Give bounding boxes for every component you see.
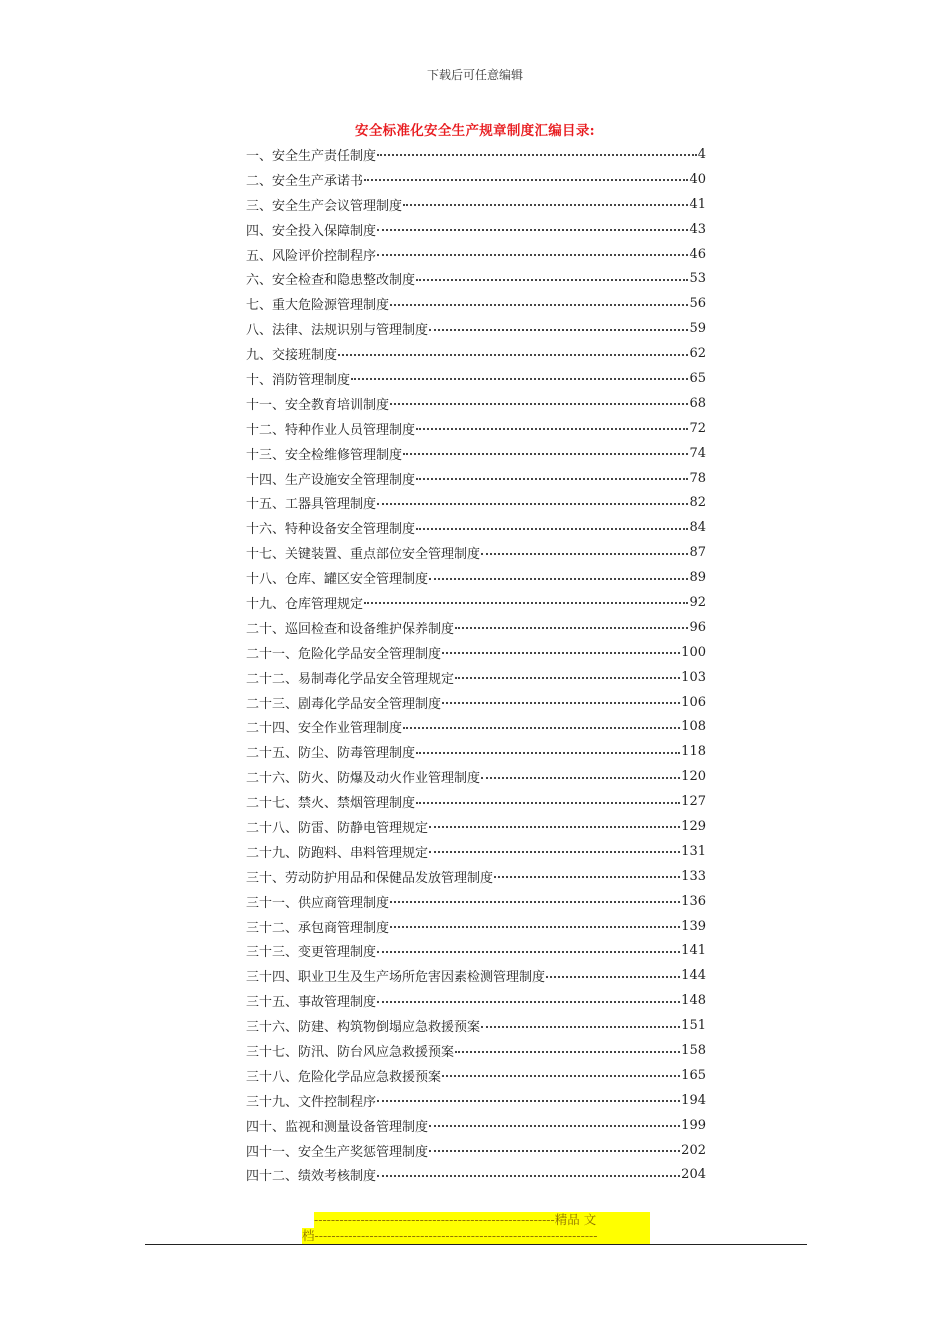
toc-dot-leader (377, 951, 680, 953)
toc-entry-page-number: 84 (689, 520, 706, 536)
toc-entry-page-number: 136 (681, 893, 706, 909)
toc-entry[interactable] (246, 167, 706, 192)
toc-dot-leader (481, 1026, 680, 1028)
toc-entry[interactable] (246, 142, 706, 167)
toc-dot-leader (546, 976, 680, 978)
toc-dot-leader (364, 602, 688, 604)
toc-entry-page-number: 40 (689, 171, 706, 187)
toc-entry[interactable] (246, 640, 706, 665)
toc-entry[interactable] (246, 391, 706, 416)
toc-entry[interactable] (246, 665, 706, 690)
toc-entry[interactable] (246, 266, 706, 291)
toc-entry-page-number: 133 (681, 868, 706, 884)
toc-entry-label: 四十一、安全生产奖惩管理制度 (246, 1144, 429, 1160)
toc-dot-leader (429, 851, 680, 853)
toc-entry-label: 十九、仓库管理规定 (246, 596, 364, 612)
toc-dot-leader (442, 1075, 680, 1077)
toc-entry[interactable] (246, 889, 706, 914)
toc-dot-leader (494, 876, 680, 878)
toc-entry-page-number: 131 (681, 843, 706, 859)
toc-entry[interactable] (246, 540, 706, 565)
toc-dot-leader (481, 777, 680, 779)
toc-entry-label: 十八、仓库、罐区安全管理制度 (246, 572, 429, 588)
toc-entry-page-number: 165 (681, 1067, 706, 1083)
toc-entry-label: 三十二、承包商管理制度 (246, 920, 390, 936)
footer-watermark-line-2: 档------------------------------------------------------------------- (302, 1228, 650, 1244)
toc-dot-leader (416, 802, 680, 804)
toc-dot-leader (351, 378, 688, 380)
toc-entry-label: 七、重大危险源管理制度 (246, 298, 390, 314)
footer-watermark-line-1: ---------------------------------------------------------精品 文 (314, 1212, 650, 1228)
toc-entry[interactable] (246, 316, 706, 341)
toc-entry-label: 二、安全生产承诺书 (246, 173, 364, 189)
toc-entry-page-number: 100 (681, 644, 706, 660)
toc-entry-page-number: 103 (681, 669, 706, 685)
toc-entry-page-number: 129 (681, 818, 706, 834)
toc-entry-page-number: 106 (681, 694, 706, 710)
toc-entry[interactable] (246, 764, 706, 789)
toc-dot-leader (416, 478, 688, 480)
toc-entry-label: 二十三、剧毒化学品安全管理制度 (246, 696, 442, 712)
header-note: 下载后可任意编辑 (426, 68, 523, 82)
toc-dot-leader (377, 1100, 680, 1102)
toc-entry[interactable] (246, 416, 706, 441)
toc-entry-page-number: 96 (689, 619, 706, 635)
toc-entry[interactable] (246, 590, 706, 615)
toc-dot-leader (416, 428, 688, 430)
toc-entry-page-number: 148 (681, 993, 706, 1009)
toc-entry-page-number: 118 (681, 744, 706, 760)
toc-entry-label: 五、风险评价控制程序 (246, 248, 377, 264)
toc-dot-leader (429, 826, 680, 828)
toc-entry-page-number: 92 (689, 594, 706, 610)
toc-entry-page-number: 194 (681, 1092, 706, 1108)
toc-dot-leader (455, 1051, 680, 1053)
toc-entry-page-number: 53 (689, 271, 706, 287)
toc-dot-leader (377, 154, 697, 156)
toc-entry[interactable] (246, 1163, 706, 1188)
toc-dot-leader (377, 1001, 680, 1003)
toc-entry-label: 十三、安全检维修管理制度 (246, 447, 403, 463)
toc-entry[interactable] (246, 914, 706, 939)
toc-entry-label: 十七、关键装置、重点部位安全管理制度 (246, 547, 481, 563)
toc-entry[interactable] (246, 192, 706, 217)
toc-entry-page-number: 4 (697, 146, 706, 162)
toc-entry[interactable] (246, 988, 706, 1013)
toc-dot-leader (377, 1175, 680, 1177)
toc-entry-label: 二十七、禁火、禁烟管理制度 (246, 796, 416, 812)
toc-entry-page-number: 62 (689, 346, 706, 362)
toc-entry-page-number: 87 (689, 545, 706, 561)
toc-entry[interactable] (246, 341, 706, 366)
toc-entry-page-number: 127 (681, 794, 706, 810)
toc-entry[interactable] (246, 739, 706, 764)
toc-entry-page-number: 204 (681, 1167, 706, 1183)
toc-entry-label: 二十四、安全作业管理制度 (246, 721, 403, 737)
toc-dot-leader (390, 901, 680, 903)
toc-entry[interactable] (246, 1013, 706, 1038)
toc-entry-label: 十一、安全教育培训制度 (246, 397, 390, 413)
toc-entry[interactable] (246, 291, 706, 316)
toc-entry-label: 九、交接班制度 (246, 348, 338, 364)
toc-dot-leader (429, 329, 688, 331)
toc-entry-label: 四十、监视和测量设备管理制度 (246, 1119, 429, 1135)
toc-entry[interactable] (246, 1063, 706, 1088)
footer-divider (145, 1244, 807, 1245)
toc-entry-page-number: 144 (681, 968, 706, 984)
toc-entry-page-number: 141 (681, 943, 706, 959)
toc-dot-leader (403, 453, 688, 455)
toc-entry-label: 三十一、供应商管理制度 (246, 895, 390, 911)
toc-entry-page-number: 68 (689, 395, 706, 411)
toc-entry-page-number: 139 (681, 918, 706, 934)
toc-entry-label: 二十、巡回检查和设备维护保养制度 (246, 621, 455, 637)
toc-entry-page-number: 82 (689, 495, 706, 511)
toc-dot-leader (429, 578, 688, 580)
toc-dot-leader (416, 279, 688, 281)
toc-entry-page-number: 78 (689, 470, 706, 486)
toc-entry-label: 三十五、事故管理制度 (246, 995, 377, 1011)
toc-entry-label: 二十二、易制毒化学品安全管理规定 (246, 671, 455, 687)
table-of-contents (246, 142, 706, 1187)
toc-dot-leader (390, 304, 688, 306)
toc-entry-page-number: 158 (681, 1043, 706, 1058)
footer-watermark (302, 1212, 650, 1244)
toc-entry-label: 三十八、危险化学品应急救援预案 (246, 1069, 442, 1085)
toc-title: 安全标准化安全生产规章制度汇编目录: (355, 123, 595, 139)
toc-entry[interactable] (246, 963, 706, 988)
toc-entry[interactable] (246, 217, 706, 242)
toc-entry-label: 十五、工器具管理制度 (246, 497, 377, 513)
toc-dot-leader (377, 503, 688, 505)
toc-entry-label: 三十四、职业卫生及生产场所危害因素检测管理制度 (246, 970, 546, 986)
toc-entry-page-number: 202 (681, 1142, 706, 1158)
toc-entry[interactable] (246, 1113, 706, 1138)
toc-entry-page-number: 43 (689, 221, 706, 237)
toc-entry[interactable] (246, 864, 706, 889)
toc-entry-page-number: 120 (681, 769, 706, 785)
toc-entry-page-number: 59 (689, 321, 706, 337)
toc-entry[interactable] (246, 690, 706, 715)
toc-entry-label: 十六、特种设备安全管理制度 (246, 522, 416, 538)
toc-entry-label: 十、消防管理制度 (246, 372, 351, 388)
toc-entry[interactable] (246, 789, 706, 814)
toc-entry-label: 十二、特种作业人员管理制度 (246, 422, 416, 438)
toc-entry-label: 三十七、防汛、防台风应急救援预案 (246, 1045, 455, 1060)
toc-entry-label: 四、安全投入保障制度 (246, 223, 377, 239)
toc-entry[interactable] (246, 714, 706, 739)
toc-dot-leader (429, 1125, 680, 1127)
toc-dot-leader (455, 677, 680, 679)
toc-entry-label: 八、法律、法规识别与管理制度 (246, 323, 429, 339)
toc-entry[interactable] (246, 441, 706, 466)
toc-entry[interactable] (246, 466, 706, 491)
toc-entry-label: 三十三、变更管理制度 (246, 945, 377, 961)
toc-entry-label: 三十九、文件控制程序 (246, 1094, 377, 1110)
toc-entry[interactable] (246, 565, 706, 590)
toc-dot-leader (416, 528, 688, 530)
toc-dot-leader (377, 254, 688, 256)
toc-entry[interactable] (246, 366, 706, 391)
toc-entry[interactable] (246, 1088, 706, 1113)
toc-entry-label: 三十、劳动防护用品和保健品发放管理制度 (246, 870, 494, 886)
toc-entry[interactable] (246, 515, 706, 540)
toc-entry-page-number: 72 (689, 420, 706, 436)
toc-entry-page-number: 56 (689, 296, 706, 312)
toc-entry-page-number: 199 (681, 1117, 706, 1133)
toc-entry[interactable] (246, 814, 706, 839)
toc-entry-page-number: 89 (689, 570, 706, 586)
toc-dot-leader (429, 1150, 680, 1152)
toc-entry[interactable] (246, 242, 706, 267)
toc-entry-label: 四十二、绩效考核制度 (246, 1169, 377, 1185)
toc-entry-page-number: 151 (681, 1018, 706, 1034)
toc-entry-label: 十四、生产设施安全管理制度 (246, 472, 416, 488)
toc-entry[interactable] (246, 615, 706, 640)
toc-dot-leader (338, 354, 688, 356)
toc-entry-label: 二十八、防雷、防静电管理规定 (246, 820, 429, 836)
toc-dot-leader (442, 702, 680, 704)
toc-dot-leader (455, 627, 688, 629)
toc-dot-leader (364, 179, 688, 181)
toc-entry[interactable] (246, 490, 706, 515)
toc-entry-page-number: 41 (689, 196, 706, 212)
toc-entry-page-number: 46 (689, 246, 706, 262)
toc-dot-leader (481, 553, 688, 555)
toc-entry-label: 二十五、防尘、防毒管理制度 (246, 746, 416, 762)
toc-entry-label: 二十六、防火、防爆及动火作业管理制度 (246, 771, 481, 787)
toc-entry-label: 六、安全检查和隐患整改制度 (246, 273, 416, 289)
toc-entry-label: 一、安全生产责任制度 (246, 148, 377, 164)
toc-dot-leader (403, 204, 688, 206)
toc-entry[interactable] (246, 1138, 706, 1163)
toc-dot-leader (390, 403, 688, 405)
toc-entry-page-number: 74 (689, 445, 706, 461)
toc-entry[interactable] (246, 1038, 706, 1063)
toc-entry[interactable] (246, 839, 706, 864)
toc-entry-label: 三、安全生产会议管理制度 (246, 198, 403, 214)
toc-entry-label: 二十九、防跑料、串料管理规定 (246, 845, 429, 861)
toc-entry[interactable] (246, 939, 706, 964)
toc-dot-leader (377, 229, 688, 231)
toc-dot-leader (416, 752, 680, 754)
toc-dot-leader (442, 652, 680, 654)
toc-entry-page-number: 65 (689, 370, 706, 386)
toc-entry-label: 二十一、危险化学品安全管理制度 (246, 646, 442, 662)
toc-dot-leader (403, 727, 680, 729)
toc-dot-leader (390, 926, 680, 928)
toc-entry-page-number: 108 (681, 719, 706, 735)
toc-entry-label: 三十六、防建、构筑物倒塌应急救援预案 (246, 1020, 481, 1036)
